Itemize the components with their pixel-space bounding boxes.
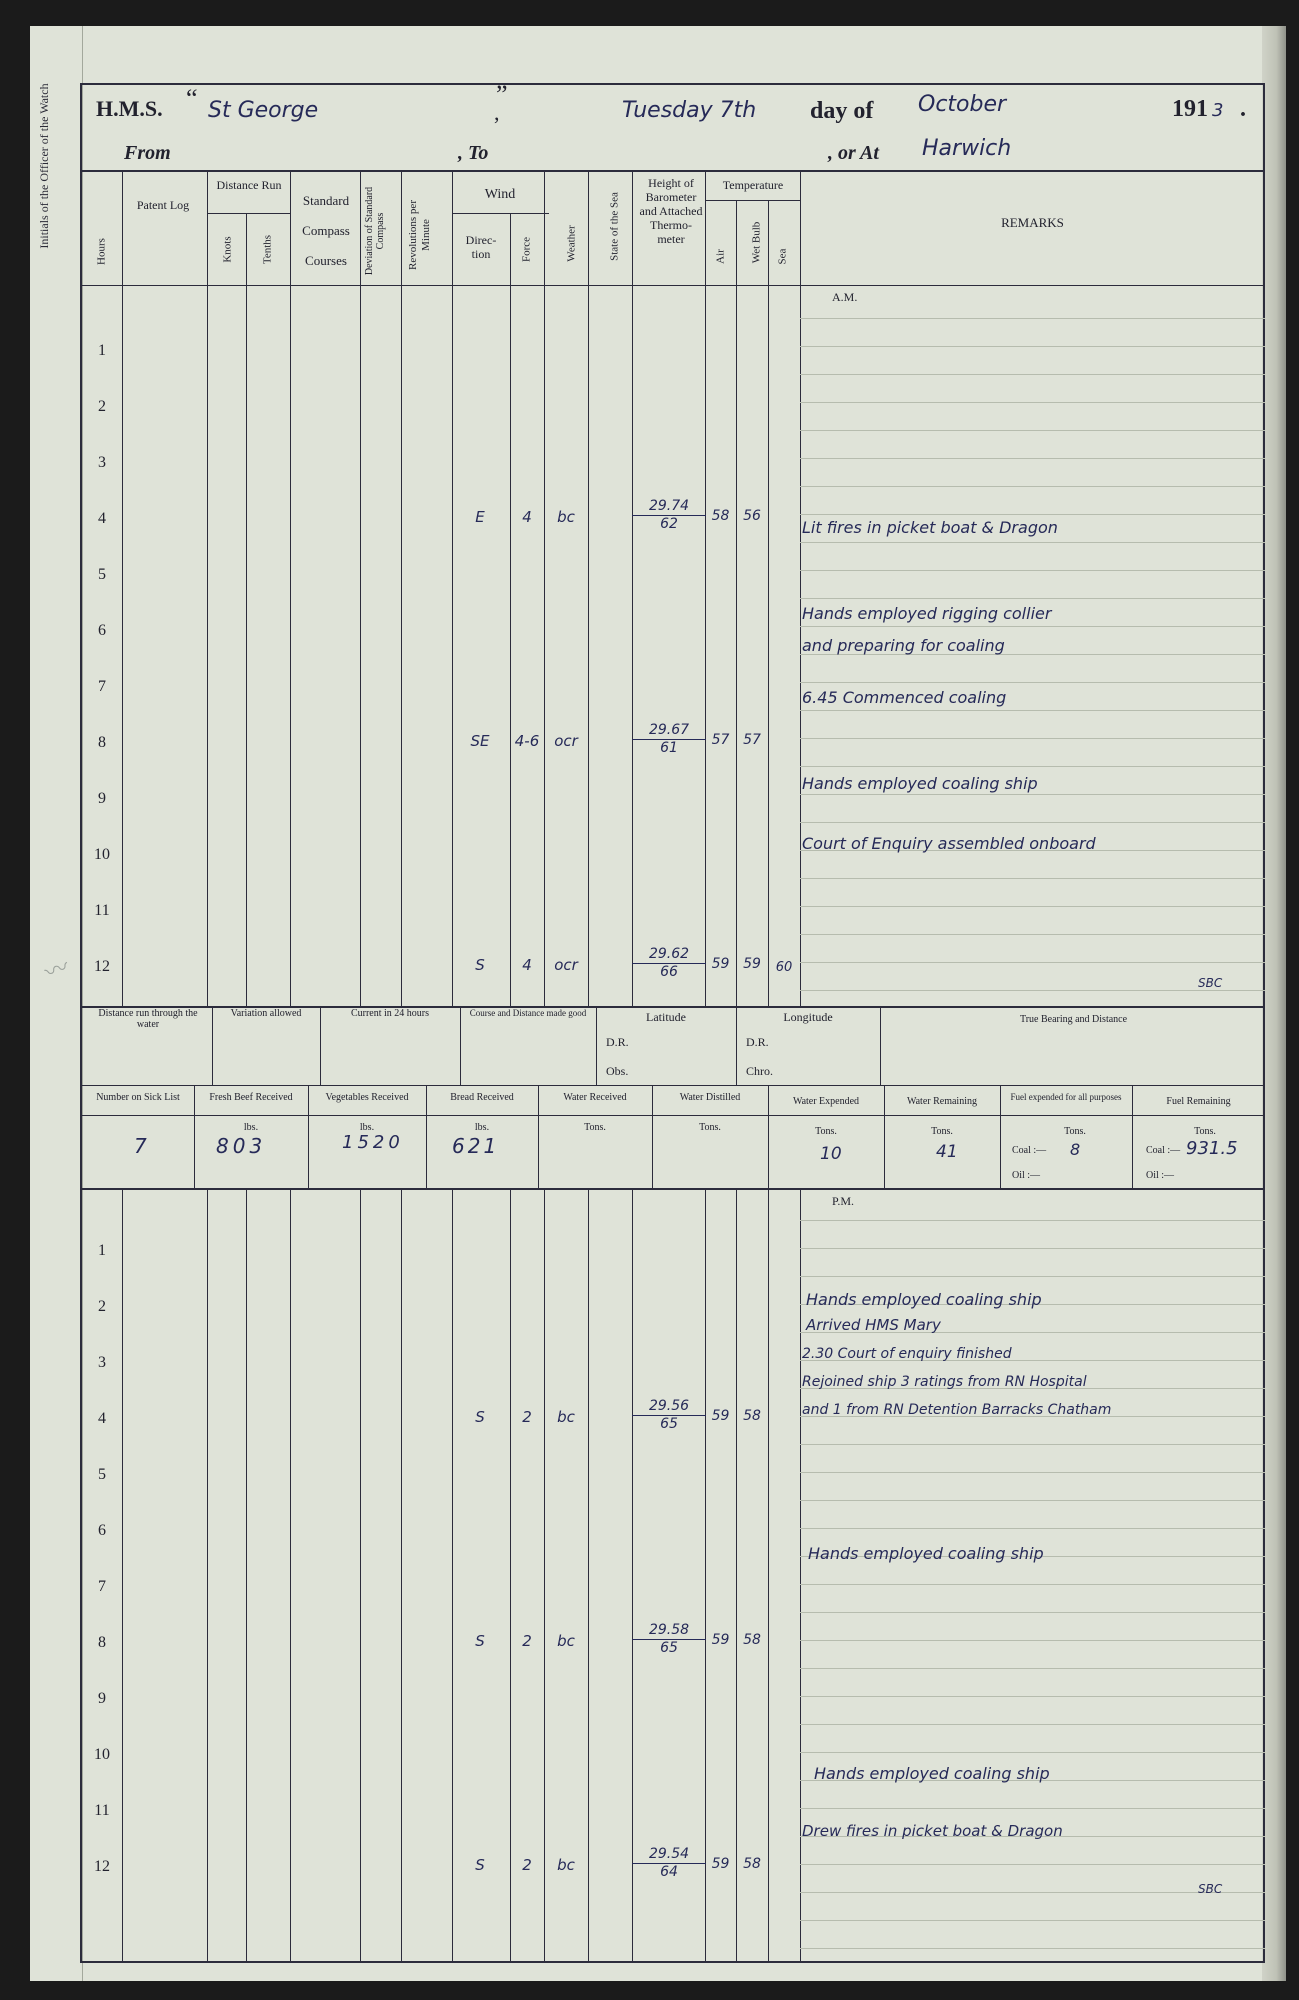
hours-header: Hours bbox=[95, 238, 108, 265]
wind-header: Wind bbox=[484, 187, 516, 202]
nav-block-bottom bbox=[80, 1085, 1265, 1086]
ruled-line bbox=[800, 402, 1265, 403]
longitude-label: Longitude bbox=[783, 1010, 833, 1024]
ruled-line bbox=[800, 794, 1265, 795]
water-expended-unit: Tons. bbox=[815, 1126, 837, 1137]
nav-divider bbox=[212, 1006, 213, 1085]
column-rule bbox=[632, 170, 633, 1006]
pm-hour-label: 9 bbox=[98, 1690, 106, 1707]
am-hour-label: 4 bbox=[98, 510, 106, 527]
nav-divider bbox=[880, 1006, 881, 1085]
attached-thermometer: 61 bbox=[660, 740, 678, 756]
wind-direction: S bbox=[475, 1856, 485, 1874]
pm-hour-label: 10 bbox=[94, 1746, 110, 1763]
close-quote: ” bbox=[496, 80, 508, 109]
am-remark: Lit fires in picket boat & Dragon bbox=[802, 518, 1058, 537]
patent-log-label: Patent Log bbox=[136, 198, 190, 212]
barometer-height: 29.67 bbox=[632, 722, 706, 740]
patent-log-header bbox=[122, 198, 204, 212]
am-label: A.M. bbox=[832, 290, 858, 304]
column-rule bbox=[544, 1188, 545, 1963]
am-hour-label: 12 bbox=[94, 958, 110, 975]
beef-unit: lbs. bbox=[243, 1122, 259, 1133]
ruled-line bbox=[800, 374, 1265, 375]
fuel-remaining-coal-value: 931.5 bbox=[1186, 1138, 1238, 1159]
ruled-line bbox=[800, 682, 1265, 683]
attached-thermometer: 62 bbox=[660, 516, 678, 532]
barometer-height: 29.54 bbox=[632, 1846, 706, 1864]
am-hour-label: 1 bbox=[98, 342, 106, 359]
at-place: Harwich bbox=[922, 136, 1012, 161]
pm-hour-label: 2 bbox=[98, 1298, 106, 1315]
ruled-line bbox=[800, 346, 1265, 347]
wet-bulb-temp: 58 bbox=[743, 1408, 761, 1424]
air-header: Air bbox=[714, 249, 727, 264]
distance-run-header: Distance Run bbox=[216, 178, 282, 192]
ruled-line bbox=[800, 1276, 1265, 1277]
to-label: , To bbox=[458, 142, 489, 164]
column-rule bbox=[544, 170, 545, 1006]
column-rule bbox=[800, 170, 801, 1006]
wind-subrule bbox=[452, 213, 549, 214]
water-distilled-label: Water Distilled bbox=[679, 1092, 741, 1103]
air-temp: 59 bbox=[711, 956, 730, 972]
ruled-line bbox=[800, 1472, 1265, 1473]
am-signature: SBC bbox=[1198, 976, 1223, 990]
pm-hour-label: 4 bbox=[98, 1410, 106, 1427]
water-received-label: Water Received bbox=[563, 1092, 627, 1103]
column-rule bbox=[510, 1188, 511, 1963]
knots-header: Knots bbox=[221, 236, 234, 263]
wind-force: 2 bbox=[522, 1408, 532, 1426]
column-rule bbox=[736, 1188, 737, 1963]
ruled-line bbox=[800, 570, 1265, 571]
month: October bbox=[918, 92, 1007, 117]
ruled-line bbox=[800, 1220, 1265, 1221]
weather: ocr bbox=[554, 732, 578, 750]
ruled-line bbox=[800, 1696, 1265, 1697]
wind-direction: S bbox=[475, 956, 485, 974]
am-hour-label: 2 bbox=[98, 398, 106, 415]
am-hour-label: 9 bbox=[98, 790, 106, 807]
fuel-expended-label: Fuel expended for all purposes bbox=[1010, 1092, 1122, 1102]
column-rule bbox=[768, 1188, 769, 1963]
ruled-line bbox=[800, 1500, 1265, 1501]
column-rule bbox=[290, 170, 291, 1006]
column-rule bbox=[588, 1188, 589, 1963]
water-expended-value: 10 bbox=[820, 1144, 842, 1164]
ruled-line bbox=[800, 906, 1265, 907]
barometer-height: 29.74 bbox=[632, 498, 706, 516]
vegetables-value: 1520 bbox=[342, 1132, 404, 1153]
ruled-line bbox=[800, 1752, 1265, 1753]
pm-remark: Arrived HMS Mary bbox=[806, 1316, 941, 1334]
column-rule bbox=[401, 170, 402, 1006]
barometer-reading bbox=[632, 946, 706, 980]
header-comma: , bbox=[494, 100, 500, 125]
barometer-reading bbox=[632, 1398, 706, 1432]
year-printed: 191 bbox=[1172, 96, 1208, 122]
wet-bulb-temp: 56 bbox=[743, 508, 761, 524]
pm-hour-label: 8 bbox=[98, 1634, 106, 1651]
ruled-line bbox=[800, 1948, 1265, 1949]
ruled-line bbox=[800, 1640, 1265, 1641]
ruled-line bbox=[800, 1612, 1265, 1613]
year-dot: . bbox=[1240, 96, 1246, 122]
ruled-line bbox=[800, 1920, 1265, 1921]
air-temp: 57 bbox=[711, 732, 730, 748]
ruled-line bbox=[800, 934, 1265, 935]
sick-list-label: Number on Sick List bbox=[96, 1092, 180, 1103]
pm-hour-label: 12 bbox=[94, 1858, 110, 1875]
am-hour-label: 3 bbox=[98, 454, 106, 471]
supplies-header-bottom bbox=[80, 1115, 1265, 1116]
air-temp: 59 bbox=[711, 1408, 730, 1424]
ruled-line bbox=[800, 430, 1265, 431]
ruled-line bbox=[800, 1864, 1265, 1865]
air-temp: 59 bbox=[711, 1856, 730, 1872]
latitude-label: Latitude bbox=[646, 1010, 686, 1024]
officer-initials-label: Initials of the Officer of the Watch bbox=[37, 83, 51, 249]
pm-label: P.M. bbox=[832, 1194, 855, 1208]
barometer-reading bbox=[632, 498, 706, 532]
sea-temp-header: Sea bbox=[776, 248, 789, 265]
barometer-header: Height of Barometer and Attached Thermo- meter bbox=[639, 176, 703, 246]
barometer-reading bbox=[632, 1846, 706, 1880]
column-rule bbox=[401, 1188, 402, 1963]
column-rule bbox=[246, 1188, 247, 1963]
ship-name: St George bbox=[208, 98, 319, 123]
wind-force: 4 bbox=[522, 508, 532, 526]
pm-hour-label: 7 bbox=[98, 1578, 106, 1595]
attached-thermometer: 65 bbox=[660, 1416, 678, 1432]
ruled-line bbox=[800, 822, 1265, 823]
pm-remark: and 1 from RN Detention Barracks Chatham bbox=[802, 1402, 1112, 1418]
wind-direction: S bbox=[475, 1408, 485, 1426]
water-distilled-unit: Tons. bbox=[699, 1122, 721, 1133]
course-distance-label: Course and Distance made good bbox=[469, 1008, 587, 1018]
weather-header: Weather bbox=[565, 225, 578, 262]
ruled-line bbox=[800, 878, 1265, 879]
pm-remark: Hands employed coaling ship bbox=[814, 1764, 1050, 1783]
page-edge bbox=[1262, 26, 1286, 1981]
wind-direction: S bbox=[475, 1632, 485, 1650]
latitude-obs-label: Obs. bbox=[606, 1064, 629, 1078]
temperature-subrule bbox=[705, 200, 800, 201]
barometer-height: 29.58 bbox=[632, 1622, 706, 1640]
pm-remark: Rejoined ship 3 ratings from RN Hospital bbox=[802, 1374, 1087, 1390]
open-quote: “ bbox=[186, 84, 198, 113]
attached-thermometer: 65 bbox=[660, 1640, 678, 1656]
column-rule bbox=[207, 170, 208, 1006]
ruled-line bbox=[800, 990, 1265, 991]
variation-label: Variation allowed bbox=[230, 1008, 302, 1019]
am-hour-label: 10 bbox=[94, 846, 110, 863]
ruled-line bbox=[800, 1668, 1265, 1669]
am-remark: and preparing for coaling bbox=[802, 636, 1005, 655]
pm-remark: Hands employed coaling ship bbox=[806, 1290, 1042, 1309]
ruled-line bbox=[800, 1248, 1265, 1249]
vegetables-label: Vegetables Received bbox=[325, 1092, 409, 1103]
nav-divider bbox=[460, 1006, 461, 1085]
weather: bc bbox=[557, 1632, 575, 1650]
ship-prefix: H.M.S. bbox=[96, 96, 163, 121]
distance-run-subrule bbox=[207, 213, 290, 214]
column-rule bbox=[360, 170, 361, 1006]
bread-value: 621 bbox=[452, 1134, 500, 1158]
revolutions-header: Revolutions per Minute bbox=[407, 200, 432, 270]
barometer-height: 29.62 bbox=[632, 946, 706, 964]
column-rule bbox=[768, 200, 769, 1006]
water-received-unit: Tons. bbox=[584, 1122, 606, 1133]
column-rule bbox=[452, 170, 453, 1006]
wet-bulb-temp: 58 bbox=[743, 1632, 761, 1648]
ruled-line bbox=[800, 318, 1265, 319]
day-of-label: day of bbox=[810, 98, 874, 124]
longitude-dr-label: D.R. bbox=[746, 1035, 769, 1049]
fuel-remaining-coal-label: Coal :— bbox=[1146, 1145, 1181, 1156]
am-remark: Hands employed coaling ship bbox=[802, 774, 1038, 793]
fuel-expended-coal-label: Coal :— bbox=[1012, 1145, 1047, 1156]
current-label: Current in 24 hours bbox=[350, 1008, 430, 1019]
true-bearing-label: True Bearing and Distance bbox=[1019, 1014, 1128, 1025]
ruled-line bbox=[800, 1528, 1265, 1529]
direction-header: Direc- tion bbox=[465, 233, 497, 261]
column-rule bbox=[510, 213, 511, 1006]
column-rule bbox=[290, 1188, 291, 1963]
am-remark: 6.45 Commenced coaling bbox=[802, 688, 1007, 707]
column-rule bbox=[246, 213, 247, 1006]
pm-hour-label: 1 bbox=[98, 1242, 106, 1259]
weather: ocr bbox=[554, 956, 578, 974]
wind-direction: E bbox=[475, 508, 485, 526]
latitude-dr-label: D.R. bbox=[606, 1035, 629, 1049]
weather: bc bbox=[557, 1856, 575, 1874]
from-label: From bbox=[124, 142, 171, 164]
ruled-line bbox=[800, 1724, 1265, 1725]
fuel-remaining-oil-label: Oil :— bbox=[1146, 1170, 1175, 1181]
ruled-line bbox=[800, 1808, 1265, 1809]
column-rule bbox=[588, 170, 589, 1006]
nav-divider bbox=[596, 1006, 597, 1085]
barometer-reading bbox=[632, 722, 706, 756]
ruled-line bbox=[800, 542, 1265, 543]
year-handwritten: 3 bbox=[1212, 100, 1224, 121]
ruled-line bbox=[800, 458, 1265, 459]
temperature-header: Temperature bbox=[722, 178, 784, 192]
attached-thermometer: 64 bbox=[660, 1864, 678, 1880]
state-of-sea-header: State of the Sea bbox=[608, 192, 621, 261]
water-remaining-unit: Tons. bbox=[931, 1126, 953, 1137]
column-rule bbox=[360, 1188, 361, 1963]
weather: bc bbox=[557, 1408, 575, 1426]
ruled-line bbox=[800, 766, 1265, 767]
vegetables-unit: lbs. bbox=[359, 1122, 375, 1133]
standard-compass-header: Standard Compass Courses bbox=[302, 193, 350, 268]
sick-list-value: 7 bbox=[134, 1134, 147, 1158]
supplies-block-bottom bbox=[80, 1188, 1265, 1190]
officer-initials-margin bbox=[30, 26, 83, 1981]
fuel-remaining-label: Fuel Remaining bbox=[1166, 1096, 1231, 1107]
pm-hour-label: 6 bbox=[98, 1522, 106, 1539]
am-remark: Hands employed rigging collier bbox=[802, 604, 1052, 623]
ruled-line bbox=[800, 626, 1265, 627]
column-rule bbox=[122, 1188, 123, 1963]
water-expended-label: Water Expended bbox=[792, 1096, 860, 1107]
wet-bulb-temp: 58 bbox=[743, 1856, 761, 1872]
longitude-chro-label: Chro. bbox=[746, 1064, 773, 1078]
wet-bulb-temp: 57 bbox=[743, 732, 761, 748]
ruled-line bbox=[800, 962, 1265, 963]
bread-label: Bread Received bbox=[450, 1092, 514, 1103]
air-temp: 58 bbox=[711, 508, 730, 524]
am-hour-label: 6 bbox=[98, 622, 106, 639]
nav-divider bbox=[320, 1006, 321, 1085]
am-hour-label: 7 bbox=[98, 678, 106, 695]
remarks-header: REMARKS bbox=[1001, 215, 1064, 230]
wind-direction: SE bbox=[470, 732, 490, 750]
am-hour-label: 5 bbox=[98, 566, 106, 583]
attached-thermometer: 66 bbox=[660, 964, 678, 980]
column-rule bbox=[122, 170, 123, 1006]
ruled-line bbox=[800, 738, 1265, 739]
ruled-line bbox=[800, 1444, 1265, 1445]
column-rule bbox=[452, 1188, 453, 1963]
wind-force: 2 bbox=[522, 1856, 532, 1874]
ruled-line bbox=[800, 1584, 1265, 1585]
wet-bulb-header: Wet Bulb bbox=[750, 221, 763, 264]
water-remaining-label: Water Remaining bbox=[906, 1096, 977, 1107]
weather: bc bbox=[557, 508, 575, 526]
am-hour-label: 8 bbox=[98, 734, 106, 751]
wind-force: 4 bbox=[522, 956, 532, 974]
air-temp: 59 bbox=[711, 1632, 730, 1648]
day-name: Tuesday 7th bbox=[622, 98, 757, 123]
deviation-header: Deviation of Standard Compass bbox=[364, 186, 386, 276]
fuel-expended-unit: Tons. bbox=[1064, 1126, 1086, 1137]
pm-hour-label: 3 bbox=[98, 1354, 106, 1371]
bread-unit: lbs. bbox=[474, 1122, 490, 1133]
distance-run-water-label: Distance run through the water bbox=[98, 1008, 198, 1030]
pm-hour-label: 5 bbox=[98, 1466, 106, 1483]
pm-remark: Drew fires in picket boat & Dragon bbox=[802, 1822, 1063, 1840]
column-rule bbox=[207, 1188, 208, 1963]
fuel-expended-coal-value: 8 bbox=[1070, 1140, 1081, 1159]
header-rule bbox=[80, 170, 1265, 172]
am-hour-label: 11 bbox=[94, 902, 110, 919]
water-remaining-value: 41 bbox=[936, 1142, 958, 1162]
tenths-header: Tenths bbox=[261, 234, 274, 265]
fuel-remaining-unit: Tons. bbox=[1194, 1126, 1216, 1137]
fresh-beef-value: 803 bbox=[216, 1134, 267, 1158]
ruled-line bbox=[800, 710, 1265, 711]
wind-force: 2 bbox=[522, 1632, 532, 1650]
column-header-bottom bbox=[80, 285, 1265, 286]
wind-force: 4-6 bbox=[514, 732, 540, 750]
column-rule bbox=[705, 170, 706, 1006]
barometer-height: 29.56 bbox=[632, 1398, 706, 1416]
nav-divider bbox=[736, 1006, 737, 1085]
am-remark: Court of Enquiry assembled onboard bbox=[802, 834, 1096, 853]
or-at-label: , or At bbox=[828, 142, 879, 164]
barometer-reading bbox=[632, 1622, 706, 1656]
pm-hour-label: 11 bbox=[94, 1802, 110, 1819]
pm-remark: Hands employed coaling ship bbox=[808, 1544, 1044, 1563]
ruled-line bbox=[800, 486, 1265, 487]
wet-bulb-temp: 59 bbox=[743, 956, 761, 972]
fresh-beef-label: Fresh Beef Received bbox=[209, 1092, 293, 1103]
sea-temp: 60 bbox=[775, 960, 793, 975]
pm-remark: 2.30 Court of enquiry finished bbox=[802, 1346, 1012, 1362]
force-header: Force bbox=[520, 236, 533, 263]
pencil-mark: 〰 bbox=[41, 954, 73, 988]
ruled-line bbox=[800, 1892, 1265, 1893]
pm-signature: SBC bbox=[1198, 1882, 1223, 1896]
ruled-line bbox=[800, 514, 1265, 515]
fuel-expended-oil-label: Oil :— bbox=[1012, 1170, 1041, 1181]
ruled-line bbox=[800, 598, 1265, 599]
column-rule bbox=[736, 200, 737, 1006]
